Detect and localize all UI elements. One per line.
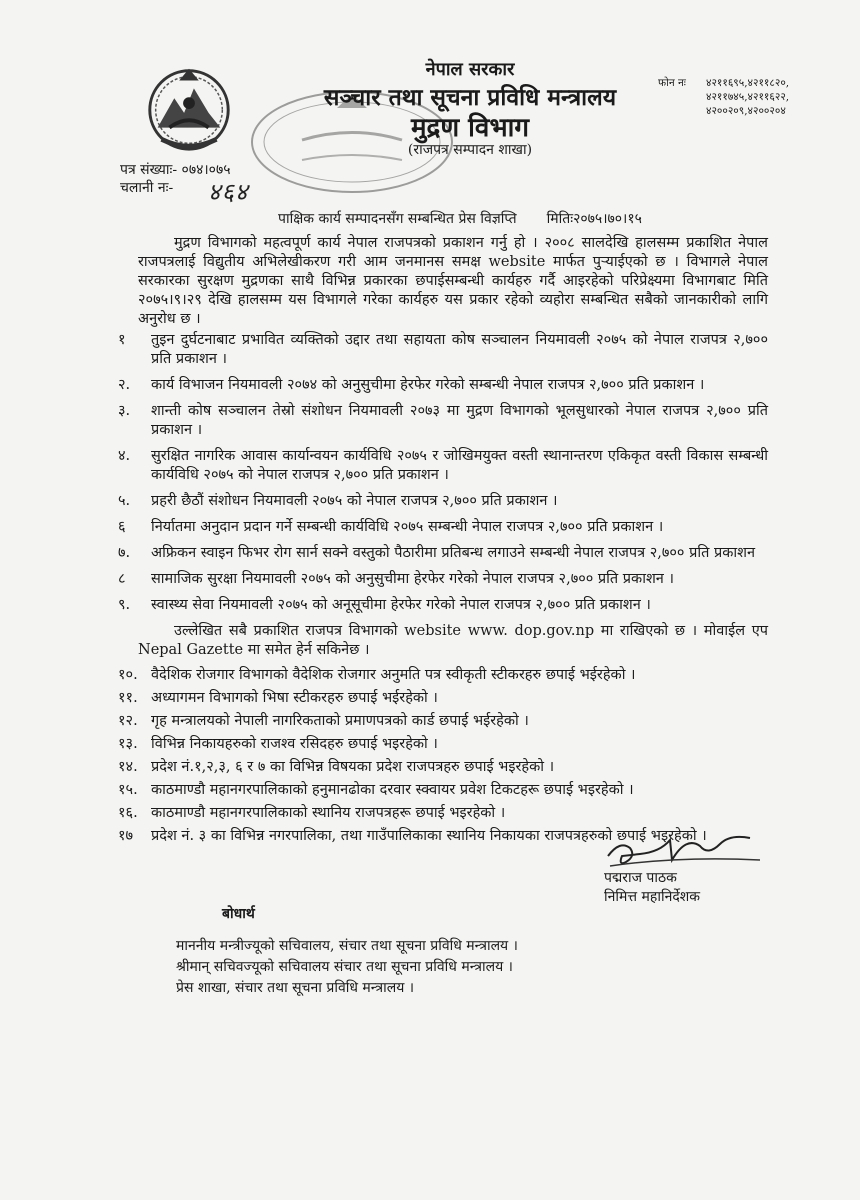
list-item: [118, 758, 768, 777]
subject-title: पाक्षिक कार्य सम्पादनसँग सम्बन्धित प्रेस विज्ञप्ति: [278, 211, 517, 227]
subject-date: मितिः२०७५।७०।१५: [546, 211, 642, 227]
item-text: काठमाण्डौ महानगरपालिकाको स्थानिय राजपत्रहरू छपाई भइरहेको ।: [151, 805, 506, 821]
item-number: ८: [118, 571, 126, 587]
item-number: ५.: [118, 493, 131, 509]
list-item: [118, 544, 768, 563]
signature-mark: [600, 826, 770, 872]
ministry-name: सञ्चार तथा सूचना प्रविधि मन्त्रालय: [323, 84, 617, 111]
item-text: शान्ती कोष सञ्चालन तेस्रो संशोधन नियमावली २०७३ मा मुद्रण विभागको भूलसुधारको नेपाल राजपत्र २,७०० प्रति प्रकाशन ।: [151, 403, 768, 438]
subject-line: [278, 209, 642, 228]
item-number: ९.: [118, 597, 131, 613]
list-item: [118, 570, 768, 589]
item-text: वैदेशिक रोजगार विभागको वैदेशिक रोजगार अनुमति पत्र स्वीकृती स्टीकरहरु छपाई भईरहेको ।: [151, 667, 636, 683]
item-text: स्वास्थ्य सेवा नियमावली २०७५ को अनूसूचीमा हेरफेर गरेको नेपाल राजपत्र २,७०० प्रति प्रकाशन ।: [151, 597, 651, 613]
item-number: ७.: [118, 545, 131, 561]
item-number: १: [118, 332, 126, 348]
signatory-name: पद्मराज पाठक: [604, 870, 677, 886]
cc-line: प्रेस शाखा, संचार तथा सूचना प्रविधि मन्त्रालय ।: [176, 980, 415, 996]
letter-number: पत्र संख्याः- ०७४।०७५: [120, 162, 231, 178]
item-text: काठमाण्डौ महानगरपालिकाको हनुमानढोका दरवार स्क्वायर प्रवेश टिकटहरू छपाई भइरहेको ।: [151, 782, 634, 798]
list-item: [118, 447, 768, 485]
government-name: नेपाल सरकार: [425, 59, 515, 80]
cc-line: श्रीमान् सचिवज्यूको सचिवालय संचार तथा सूचना प्रविधि मन्त्रालय ।: [176, 959, 513, 975]
list-item: [118, 781, 768, 800]
list-item: [118, 492, 768, 511]
list-item: [118, 712, 768, 731]
item-text: अध्यागमन विभागको भिषा स्टीकरहरु छपाई भईरहेको ।: [151, 690, 438, 706]
item-text: प्रदेश नं. ३ का विभिन्न नगरपालिका, तथा गाउँपालिकाका स्थानिय निकायका राजपत्रहरुको छपाई भइरहेको ।: [151, 828, 707, 844]
item-text: कार्य विभाजन नियमावली २०७४ को अनुसुचीमा हेरफेर गरेको सम्बन्धी नेपाल राजपत्र २,७०० प्रति प्रकाशन ।: [151, 377, 705, 393]
item-number: ११.: [118, 690, 138, 706]
intro-paragraph: मुद्रण विभागको महत्वपूर्ण कार्य नेपाल राजपत्रको प्रकाशन गर्नु हो । २००८ सालदेखि हालसम्म प्रकाशित नेपाल राजपत्रलाई विद्युतीय अभिलेखीकरण गरी आम जनमानस समक्ष website मार्फत पुऱ्याईएको छ । विभागले नेपाल सरकारका सुरक्षण मुद्रणका साथै विभिन्न प्रकारका छपाईसम्बन्धी कार्यहरु गर्दै आइरहेको परिप्रेक्ष्यमा विभागबाट मिति २०७५।९।२९ देखि हालसम्म यस विभागले गरेका कार्यहरु यस प्रकार रहेको व्यहोरा सम्बन्धित सबैको जानकारीको लागि अनुरोध छ ।: [138, 235, 768, 327]
item-number: १५.: [118, 782, 138, 798]
printing-list: [118, 666, 768, 846]
item-number: १७: [118, 828, 134, 844]
list-item: [118, 331, 768, 369]
item-number: ३.: [118, 403, 131, 419]
item-text: प्रहरी छैठौं संशोधन नियमावली २०७५ को नेपाल राजपत्र २,७०० प्रति प्रकाशन ।: [151, 493, 558, 509]
phone-line-1: ४२११६९५,४२११८२०,: [706, 77, 790, 89]
item-number: ६: [118, 519, 126, 535]
item-text: सामाजिक सुरक्षा नियमावली २०७५ को अनुसुचीमा हेरफेर गरेको नेपाल राजपत्र २,७०० प्रति प्रकाशन ।: [151, 571, 674, 587]
list-item: [118, 666, 768, 685]
phone-line-3: ४२००२०९,४२००२०४: [706, 105, 786, 117]
phone-block: [658, 76, 789, 118]
list-item: [118, 804, 768, 823]
list-item: [118, 596, 768, 615]
item-number: १४.: [118, 759, 138, 775]
phone-line-2: ४२११७४५,४२११६२२,: [706, 91, 790, 103]
item-number: २.: [118, 377, 131, 393]
item-number: ४.: [118, 448, 131, 464]
dispatch-label: चलानी नः-: [120, 180, 174, 196]
item-number: १०.: [118, 667, 138, 683]
item-text: गृह मन्त्रालयको नेपाली नागरिकताको प्रमाणपत्रको कार्ड छपाई भईरहेको ।: [151, 713, 529, 729]
letter-body: [118, 234, 768, 850]
website-note: उल्लेखित सबै प्रकाशित राजपत्र विभागको website www. dop.gov.np मा राखिएको छ । मोवाईल एप Nepal Gazette मा समेत हेर्न सकिनेछ ।: [138, 623, 768, 658]
item-number: १६.: [118, 805, 138, 821]
phone-label: फोन नः: [658, 77, 686, 89]
cc-line: माननीय मन्त्रीज्यूको सचिवालय, संचार तथा सूचना प्रविधि मन्त्रालय ।: [176, 938, 518, 954]
item-text: सुरक्षित नागरिक आवास कार्यान्वयन कार्यविधि २०७५ र जोखिमयुक्त वस्ती स्थानान्तरण एकिकृत वस्ती विकास सम्बन्धी कार्यविधि २०७५ को नेपाल राजपत्र २,७०० प्रति प्रकाशन ।: [151, 448, 768, 483]
item-text: निर्यातमा अनुदान प्रदान गर्ने सम्बन्धी कार्यविधि २०७५ सम्बन्धी नेपाल राजपत्र २,७०० प्रति प्रकाशन ।: [151, 519, 664, 535]
item-text: अफ्रिकन स्वाइन फिभर रोग सार्न सक्ने वस्तुको पैठारीमा प्रतिबन्ध लगाउने सम्बन्धी नेपाल राजपत्र २,७०० प्रति प्रकाशन: [151, 545, 756, 561]
item-number: १३.: [118, 736, 138, 752]
cc-list: [176, 936, 518, 999]
signatory-title: निमित्त महानिर्देशक: [604, 889, 701, 905]
item-text: तुइन दुर्घटनाबाट प्रभावित व्यक्तिको उद्दार तथा सहायता कोष सञ्चालन नियमावली २०७५ को नेपाल राजपत्र २,७०० प्रति प्रकाशन ।: [151, 332, 768, 367]
dispatch-number-handwritten: ४६४: [208, 178, 249, 206]
item-text: विभिन्न निकायहरुको राजश्व रसिदहरु छपाई भइरहेको ।: [151, 736, 438, 752]
item-number: १२.: [118, 713, 138, 729]
section-name: (राजपत्र सम्पादन शाखा): [407, 142, 533, 158]
signatory-block: [604, 869, 700, 907]
list-item: [118, 518, 768, 537]
cc-title: बोधार्थ: [222, 906, 255, 922]
list-item: [118, 735, 768, 754]
item-text: प्रदेश नं.१,२,३, ६ र ७ का विभिन्न विषयका प्रदेश राजपत्रहरु छपाई भइरहेको ।: [151, 759, 555, 775]
list-item: [118, 402, 768, 440]
list-item: [118, 689, 768, 708]
publication-list: [118, 331, 768, 615]
list-item: [118, 376, 768, 395]
department-name: मुद्रण विभाग: [410, 113, 530, 143]
